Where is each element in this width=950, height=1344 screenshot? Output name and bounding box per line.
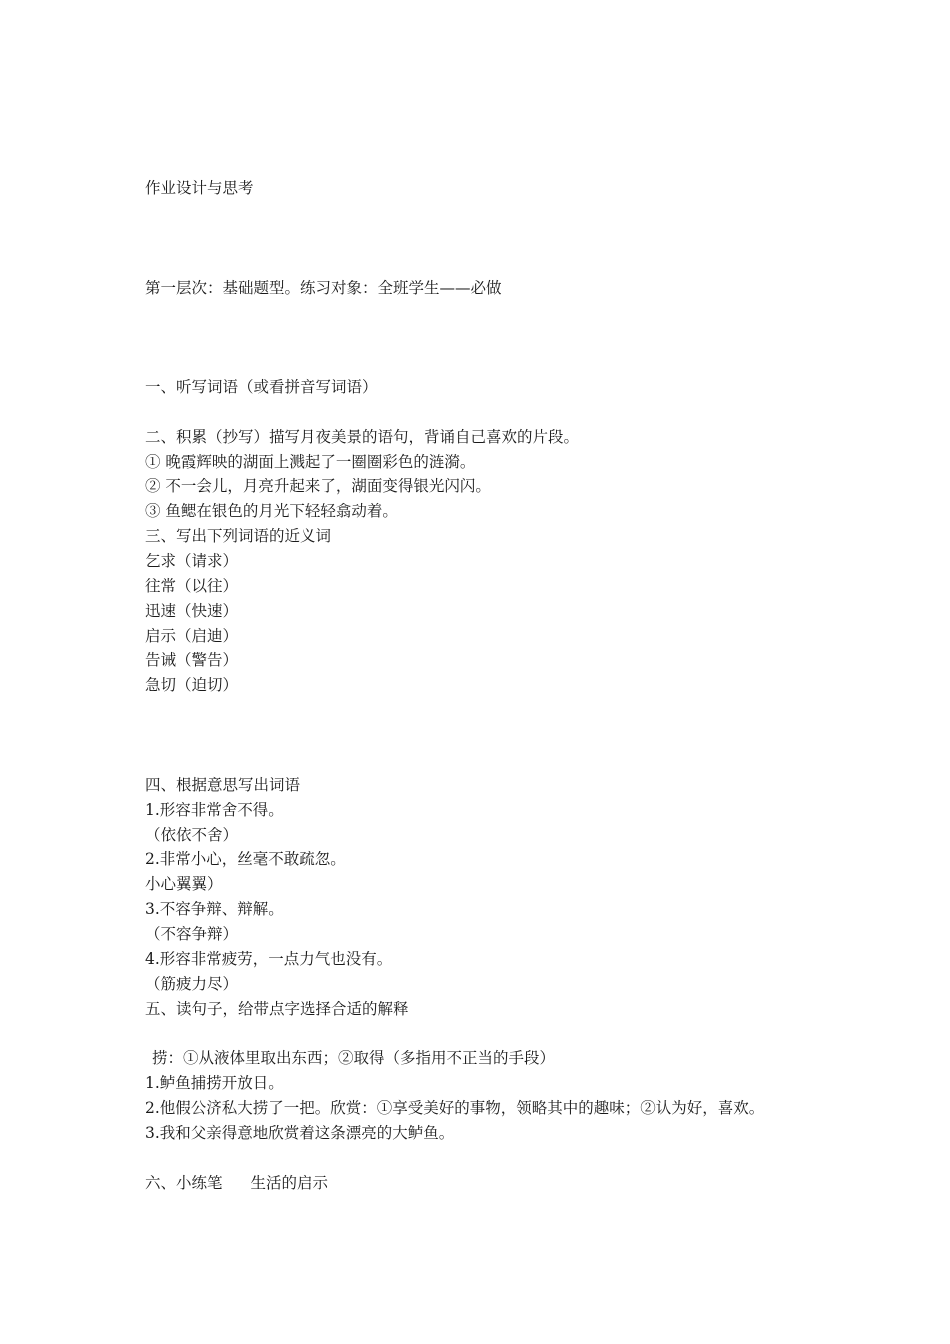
section4-heading: 四、根据意思写出词语 [145,776,301,794]
synonym-item: 乞求（请求） [145,552,239,570]
meaning-answer: （不容争辩） [145,925,239,943]
meaning-question: 2.非常小心，丝毫不敢疏忽。 [145,850,346,868]
meaning-answer: （依依不舍） [145,826,239,844]
section6-line [145,1173,328,1193]
meaning-question: 3.不容争辩、辩解。 [145,900,284,918]
sentence-item: 1.鲈鱼捕捞开放日。 [145,1074,284,1092]
section2-item: ③ 鱼鳃在银色的月光下轻轻翕动着。 [145,502,398,520]
synonym-item: 启示（启迪） [145,627,239,645]
synonym-item: 急切（迫切） [145,676,239,694]
section6-topic: 生活的启示 [250,1174,329,1192]
section2-heading: 二、积累（抄写）描写月夜美景的语句，背诵自己喜欢的片段。 [145,428,580,446]
section3-heading: 三、写出下列词语的近义词 [145,527,332,545]
synonym-item: 往常（以往） [145,577,239,595]
meaning-question: 4.形容非常疲劳，一点力气也没有。 [145,950,393,968]
section6-heading: 六、小练笔 [145,1174,223,1192]
section5-heading: 五、读句子，给带点字选择合适的解释 [145,1000,409,1018]
sentence-item: 2.他假公济私大捞了一把。欣赏：①享受美好的事物，领略其中的趣味；②认为好，喜欢。 [145,1099,765,1117]
section2-item: ① 晚霞辉映的湖面上溅起了一圈圈彩色的涟漪。 [145,453,476,471]
meaning-question: 1.形容非常舍不得。 [145,801,284,819]
section2-item: ② 不一会儿，月亮升起来了，湖面变得银光闪闪。 [145,477,491,495]
section1-heading: 一、听写词语（或看拼音写词语） [145,378,378,396]
meaning-answer: （筋疲力尽） [145,975,239,993]
synonym-item: 告诫（警告） [145,651,239,669]
word-definition: 捞：①从液体里取出东西；②取得（多指用不正当的手段） [152,1049,556,1067]
synonym-item: 迅速（快速） [145,602,239,620]
level-description: 第一层次：基础题型。练习对象：全班学生——必做 [145,279,502,297]
sentence-item: 3.我和父亲得意地欣赏着这条漂亮的大鲈鱼。 [145,1124,455,1142]
meaning-answer: 小心翼翼） [145,875,223,893]
document-title: 作业设计与思考 [145,179,254,197]
